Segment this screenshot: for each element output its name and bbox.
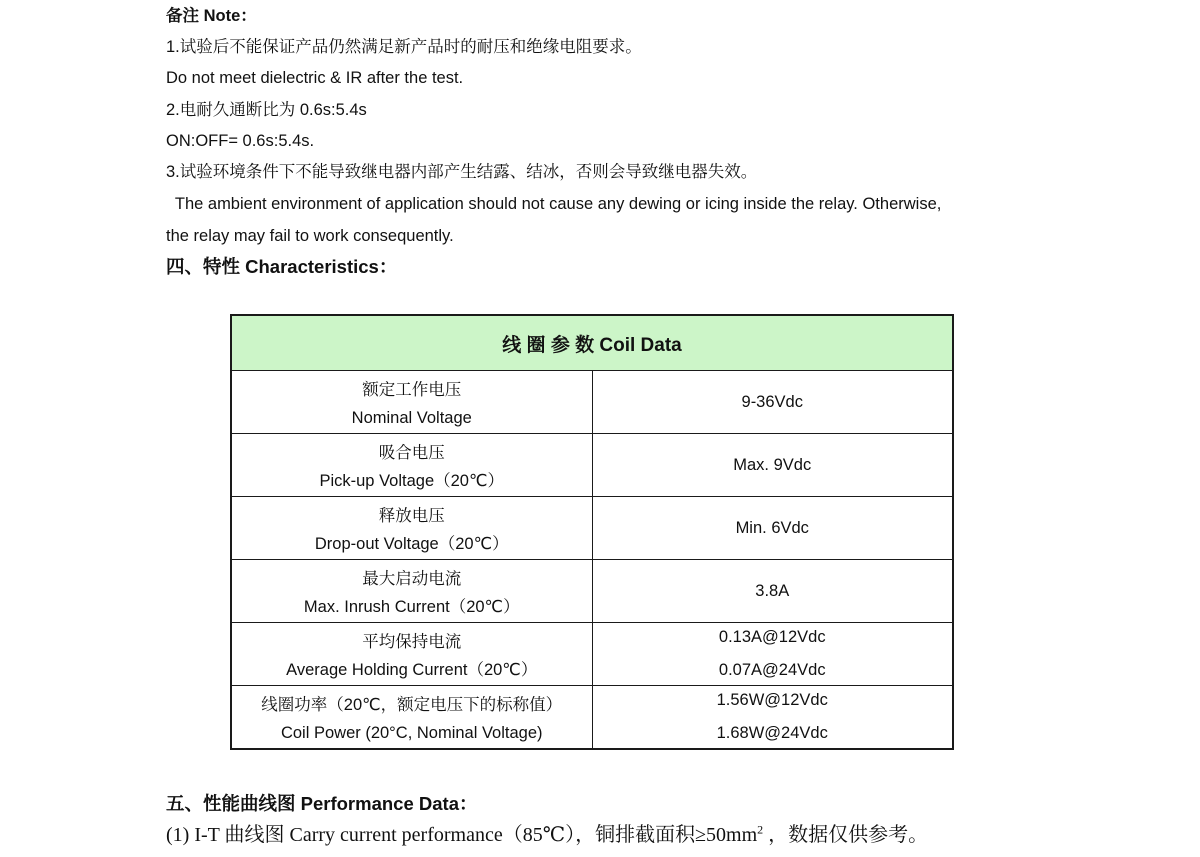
- table-row: [231, 371, 953, 434]
- param-value: Max. 9Vdc: [733, 455, 812, 474]
- param-cn: 平均保持电流: [362, 633, 462, 651]
- table-row: [231, 434, 953, 497]
- param-en: Drop-out Voltage（20℃）: [314, 535, 509, 553]
- param-en: Nominal Voltage: [351, 409, 472, 427]
- note-title: 备注 Note：: [166, 7, 257, 25]
- param-cn: 线圈功率（20℃，额定电压下的标称值）: [261, 696, 563, 714]
- superscript: 2: [757, 822, 764, 837]
- param-value: 1.68W@24Vdc: [716, 724, 828, 742]
- param-en: Coil Power (20°C, Nominal Voltage): [280, 724, 543, 742]
- table-row: [231, 623, 953, 686]
- section-characteristics-title: 四、特性 Characteristics：: [166, 256, 398, 277]
- note-1-en: Do not meet dielectric & IR after the test.: [166, 69, 464, 87]
- param-value: 0.07A@24Vdc: [718, 661, 826, 679]
- note-2-en: ON:OFF= 0.6s:5.4s.: [166, 132, 315, 150]
- note-3-cn: 3.试验环境条件下不能导致继电器内部产生结露、结冰，否则会导致继电器失效。: [166, 163, 758, 181]
- note-3-en-cont: the relay may fail to work consequently.: [166, 227, 454, 245]
- table-row: [231, 686, 953, 750]
- param-cn: 释放电压: [378, 507, 445, 525]
- param-en: Max. Inrush Current（20℃）: [303, 598, 520, 616]
- param-cn: 吸合电压: [378, 444, 445, 462]
- param-value: 1.56W@12Vdc: [716, 691, 828, 709]
- param-value: 9-36Vdc: [741, 392, 803, 411]
- param-en: Pick-up Voltage（20℃）: [319, 472, 505, 490]
- table-row: [231, 497, 953, 560]
- coil-data-header: 线 圈 参 数 Coil Data: [231, 315, 953, 371]
- note-2-cn: 2.电耐久通断比为 0.6s:5.4s: [166, 101, 367, 119]
- param-value: Min. 6Vdc: [735, 518, 809, 537]
- param-value: 0.13A@12Vdc: [718, 628, 826, 646]
- performance-line-1-text: (1) I-T 曲线图 Carry current performance（85℃），铜排截面积≥50mm: [166, 824, 758, 846]
- note-1-cn: 1.试验后不能保证产品仍然满足新产品时的耐压和绝缘电阻要求。: [166, 38, 642, 56]
- param-cn: 最大启动电流: [362, 570, 462, 588]
- note-3-en: The ambient environment of application should not cause any dewing or icing inside the relay. Otherwise,: [166, 195, 942, 213]
- performance-line-1: [166, 822, 929, 846]
- performance-line-1-tail: ，数据仅供参考。: [763, 824, 929, 846]
- section-performance-title: 五、性能曲线图 Performance Data：: [166, 793, 478, 814]
- table-row: [231, 560, 953, 623]
- param-en: Average Holding Current（20℃）: [286, 661, 538, 679]
- param-value: 3.8A: [755, 581, 790, 600]
- coil-data-table: [230, 314, 954, 750]
- param-cn: 额定工作电压: [362, 381, 462, 399]
